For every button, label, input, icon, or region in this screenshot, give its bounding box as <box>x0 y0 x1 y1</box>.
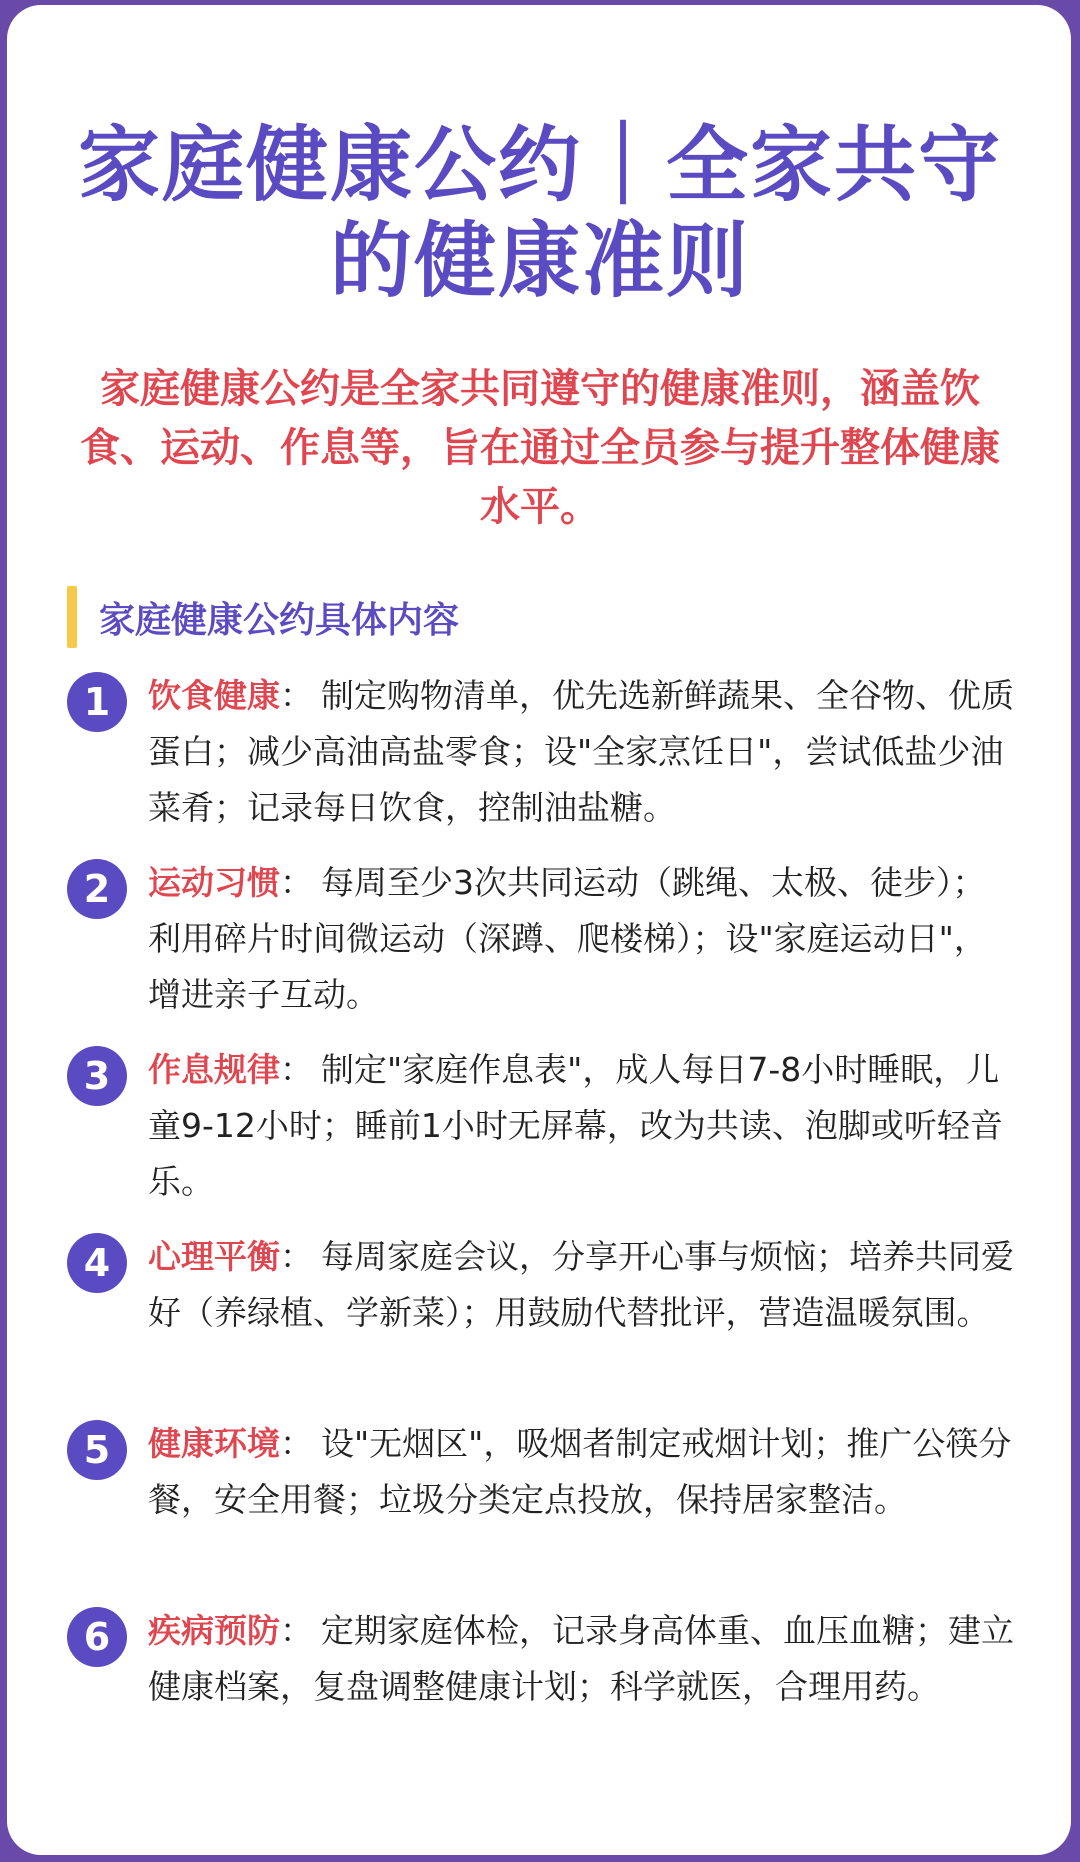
number-badge: 1 <box>67 672 127 732</box>
item-label: 作息规律 <box>148 1050 280 1089</box>
number-badge: 2 <box>67 859 127 919</box>
title-line-2: 的健康准则 <box>329 214 750 309</box>
item-colon: ： <box>280 1050 313 1089</box>
item-text: 每周家庭会议，分享开心事与烦恼；培养共同爱好（养绿植、学新菜）；用鼓励代替批评，营造温暖氛围。 <box>148 1237 1014 1332</box>
item-text: 制定"家庭作息表"，成人每日7-8小时睡眠，儿童9-12小时；睡前1小时无屏幕，改为共读、泡脚或听轻音乐。 <box>148 1050 1003 1201</box>
item-label: 运动习惯 <box>148 863 280 902</box>
item-body <box>148 1603 1018 1715</box>
list-item <box>67 668 1017 855</box>
list-item <box>67 855 1017 1042</box>
item-text: 每周至少3次共同运动（跳绳、太极、徒步）；利用碎片时间微运动（深蹲、爬楼梯）；设"家庭运动日"，增进亲子互动。 <box>148 863 987 1014</box>
number-badge: 3 <box>67 1046 127 1106</box>
item-colon: ： <box>280 1611 313 1650</box>
item-label: 健康环境 <box>148 1424 280 1463</box>
item-colon: ： <box>280 1424 313 1463</box>
item-body <box>148 855 1018 1023</box>
page-title <box>0 118 1080 310</box>
rules-list <box>67 668 1017 1790</box>
item-colon: ： <box>280 863 313 902</box>
item-label: 饮食健康 <box>148 676 280 715</box>
section-accent-bar <box>67 586 77 648</box>
item-label: 心理平衡 <box>148 1237 280 1276</box>
title-line-1: 家庭健康公约｜全家共守 <box>77 118 1002 213</box>
number-badge: 5 <box>67 1420 127 1480</box>
section-title: 家庭健康公约具体内容 <box>99 599 460 641</box>
item-text: 制定购物清单，优先选新鲜蔬果、全谷物、优质蛋白；减少高油高盐零食；设"全家烹饪日"，尝试低盐少油菜肴；记录每日饮食，控制油盐糖。 <box>148 676 1014 827</box>
item-colon: ： <box>280 676 313 715</box>
item-body <box>148 1042 1018 1210</box>
intro-text: 家庭健康公约是全家共同遵守的健康准则，涵盖饮食、运动、作息等，旨在通过全员参与提升整体健康水平。 <box>80 366 1000 530</box>
section-header <box>67 586 459 648</box>
list-item <box>67 1416 1017 1603</box>
item-text: 设"无烟区"，吸烟者制定戒烟计划；推广公筷分餐，安全用餐；垃圾分类定点投放，保持居家整洁。 <box>148 1424 1012 1519</box>
number-badge: 6 <box>67 1607 127 1667</box>
list-item <box>67 1042 1017 1229</box>
item-body <box>148 668 1018 836</box>
number-badge: 4 <box>67 1233 127 1293</box>
item-colon: ： <box>280 1237 313 1276</box>
list-item <box>67 1229 1017 1416</box>
item-text: 定期家庭体检，记录身高体重、血压血糖；建立健康档案，复盘调整健康计划；科学就医，合理用药。 <box>148 1611 1014 1706</box>
item-body <box>148 1416 1018 1528</box>
list-item <box>67 1603 1017 1790</box>
item-label: 疾病预防 <box>148 1611 280 1650</box>
item-body <box>148 1229 1018 1341</box>
